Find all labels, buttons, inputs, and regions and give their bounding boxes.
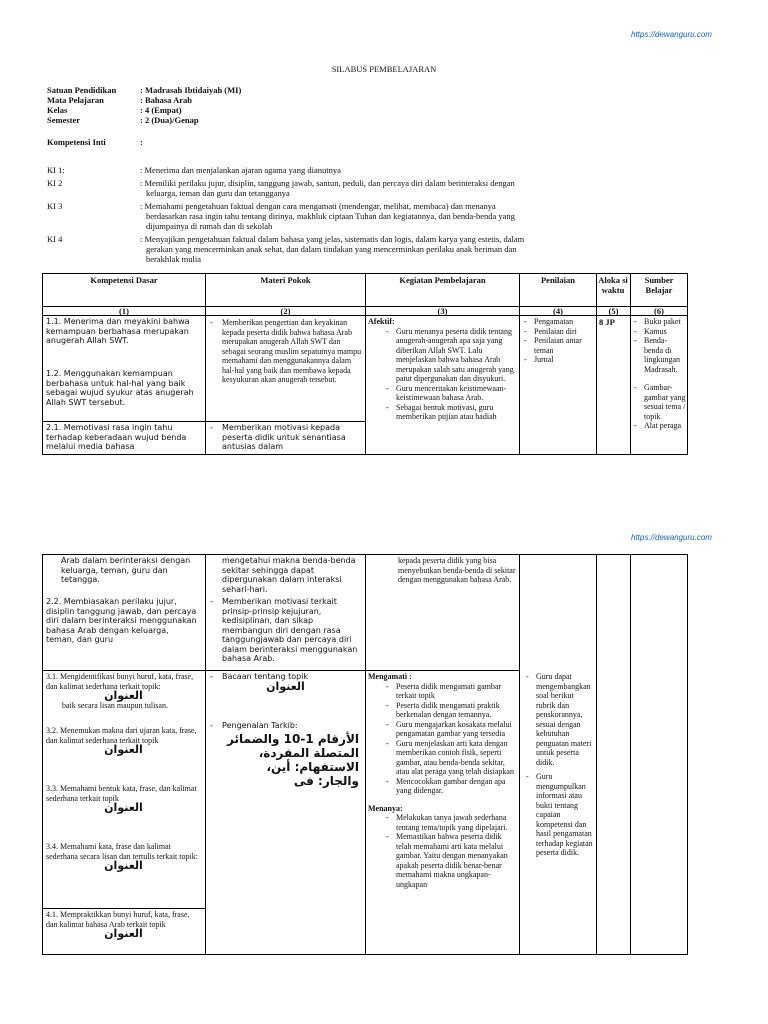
sumber-item: - Buku paket <box>632 317 686 327</box>
materi-item: - Bacaan tentang topik <box>208 672 363 682</box>
alokasi-waktu: 8 JP <box>599 317 615 327</box>
kegiatan-item: - Guru menanya peserta didik tentang anugerah-anugerah apa saja yang diberikan Allah SWT. Lalu menjelaskan bahwa bahasa Arab merupakan salah satu anugerah yang patut dipergunakan dan disyukuri. <box>384 327 517 384</box>
kd-text: 3.1. Mengidentifikasi bunyi huruf, kata, frase, dan kalimat sederhana terkait topik: <box>46 672 194 691</box>
meta-label: Satuan Pendidikan <box>47 85 117 95</box>
page-title: SILABUS PEMBELAJARAN <box>331 64 437 74</box>
kegiatan-item: - Memastikan bahwa peserta didik telah memahami arti kata melalui gambar. Yaitu dengan menanyakan apakah peserta didik benar-benar memahami makna ungkapan-ungkapan <box>384 832 517 889</box>
ki-text: : Memahami pengetahuan faktual dengan cara mengamati (mendengar, melihat, membaca) dan menanya <box>140 201 496 211</box>
ki-text: : Menyajikan pengetahuan faktual dalam bahasa yang jelas, sistematis dan logis, dalam karya yang estetis, dalam <box>140 234 525 244</box>
kd-text: baik secara lisan maupun tulisan. <box>62 700 168 710</box>
materi-5 <box>208 721 363 788</box>
kegiatan-2 <box>368 672 517 889</box>
penilaian-item: - Pengamatan <box>522 317 594 327</box>
ki-text-cont: berdasarkan rasa ingin tahu tentang dirinya, makhluk ciptaan Tuhan dan kegiatannya, dan benda-benda yang <box>146 211 515 221</box>
kegiatan-item: - Peserta didik mengamati gambar terkait topik <box>384 682 517 701</box>
site-url[interactable]: https://dewanguru.com <box>631 30 712 39</box>
kd-3-2 <box>46 726 201 755</box>
meta-value: : 2 (Dua)/Genap <box>140 115 199 125</box>
header-sumber: Sumber Belajar <box>644 275 674 295</box>
header-kompetensi-dasar: Kompetensi Dasar <box>90 275 158 285</box>
meta-value: : 4 (Empat) <box>140 105 182 115</box>
kd-1-1: 1.1. Menerima dan meyakini bahwa kemampuan berbahasa merupakan anugerah Allah SWT. <box>46 317 190 345</box>
col-num: (6) <box>654 306 664 316</box>
sumber-1 <box>632 317 686 431</box>
afektif-label: Afektif: <box>368 317 395 326</box>
materi-item: - Memberikan motivasi terkait prinsip-prinsip kejujuran, kedisiplinan, dan sikap membangun diri dengan rasa tanggungjawab dan percaya diri dalam berinteraksi menggunakan bahasa Arab. <box>208 597 363 664</box>
kegiatan-3-cont: kepada peserta didik yang bisa menyebutkan benda-benda di sekitar dengan menggunakan bahasa Arab. <box>398 556 516 584</box>
kegiatan-item: - Guru menceritakan keistimewaan- keistimewaan bahasa Arab. <box>384 384 517 403</box>
kd-1-2: 1.2. Menggunakan kemampuan berbahasa untuk hal-hal yang baik sebagai wujud syukur atas anugerah Allah SWT tersebut. <box>46 369 194 407</box>
meta-block <box>47 85 647 147</box>
ki-text-cont: berakhlak mulia <box>146 254 201 264</box>
ki-label: KI 4 <box>47 234 63 244</box>
mengamati-label: Mengamati : <box>368 672 412 681</box>
arabic-title: العنوان <box>266 679 305 693</box>
ki-label: KI 2 <box>47 178 63 188</box>
kd-text: 3.2. Menemukan makna dari ujaran kata, frase, dan kalimat sederhana terkait topik <box>46 726 197 745</box>
kd-3-3 <box>46 784 201 813</box>
arabic-title: العنوان <box>104 859 143 872</box>
penilaian-item: - Jurnal <box>522 355 594 365</box>
penilaian-2 <box>524 672 594 858</box>
kd-2-1-cont: Arab dalam berinteraksi dengan keluarga, teman, guru dan tetangga. <box>61 556 191 584</box>
materi-2-cont: mengetahui makna benda-benda sekitar sehingga dapat dipergunakan dalam interaksi sehari-hari. <box>222 556 356 594</box>
meta-label: Kelas <box>47 105 68 115</box>
materi-item: - Memberikan pengertian dan keyakinan kepada peserta didik bahwa bahasa Arab merupakan anugerah Allah SWT dan sebagai seorang muslim sepatutnya mampu memahami dan menggunakannya dalam hal-hal yang baik dan membawa kepada kesyukuran akan anugerah tersebut. <box>208 318 363 385</box>
ki-label: KI 1: <box>47 165 65 175</box>
ki-heading: Kompetensi Inti <box>47 137 106 147</box>
penilaian-item: - Penilaian diri <box>522 327 594 337</box>
penilaian-item: - Guru dapat mengembangkan soal berikut rubrik dan penskorannya, sesuai dengan kebutuhan penguatan materi untuk peserta didik. <box>524 672 594 767</box>
kd-2-2: 2.2. Membiasakan perilaku jujur, disiplin tanggung jawab, dan percaya diri dalam berinteraksi menggunakan bahasa Arab dengan keluarga, teman, dan guru <box>46 597 197 644</box>
ki-heading-colon: : <box>140 137 143 147</box>
kd-text: 3.4. Memahami kata, frase dan kalimat sederhana secara lisan dan tertulis terkait topik: <box>46 842 198 861</box>
ki-text: : Menerima dan menjalankan ajaran agama yang dianutnya <box>140 165 341 175</box>
col-num: (5) <box>608 306 619 316</box>
meta-value: : Madrasah Ibtidaiyah (MI) <box>140 85 242 95</box>
header-alokasi: Aloka si waktu <box>598 275 628 295</box>
materi-item: - Memberikan motivasi kepada peserta didik untuk senantiasa antusias dalam <box>208 423 363 452</box>
kegiatan-item: - Sebagai bentuk motivasi, guru memberikan pujian atau hadiah <box>384 403 517 422</box>
site-url[interactable]: https://dewanguru.com <box>631 533 712 542</box>
kegiatan-item: - Peserta didik mengamati praktik berkenalan dengan temannya. <box>384 701 517 720</box>
kegiatan-item: - Melakukan tanya jawab sederhana tentang tema/topik yang dipelajari. <box>384 813 517 832</box>
sumber-item: - Kamus <box>632 327 686 337</box>
ki-text-cont: dijumpainya di rumah dan di sekolah <box>146 221 273 231</box>
sumber-item: - Gambar-gambar yang sesuai tema / topik <box>632 383 686 421</box>
arabic-title: العنوان <box>104 927 143 940</box>
ki-block <box>47 165 707 264</box>
menanya-label: Menanya: <box>368 803 403 813</box>
materi-2 <box>208 423 363 453</box>
sumber-item: - Benda-benda di lingkungan Madrasah. <box>632 336 686 374</box>
penilaian-1 <box>522 317 594 365</box>
col-num: (2) <box>280 306 291 316</box>
penilaian-item: - Penilaian antar teman <box>522 336 594 355</box>
kd-text: 3.3. Memahami bentuk kata, frase, dan kalimat sederhana terkait topik <box>46 784 197 803</box>
meta-label: Mata Pelajaran <box>47 95 104 105</box>
col-num: (1) <box>119 306 129 316</box>
ki-text-cont: keluarga, teman dan guru dan tetangganya <box>146 188 290 198</box>
materi-3 <box>208 597 363 664</box>
kegiatan-item: - Guru menjelaskan arti kata dengan memberikan contoh fisik, seperti gambar, atau benda-benda sekitar, atau alat peraga yang telah disiapkan <box>384 739 517 777</box>
meta-label: Semester <box>47 115 81 125</box>
arabic-title: العنوان <box>104 801 143 814</box>
kd-4-1 <box>46 910 201 939</box>
col-num: (4) <box>553 306 563 316</box>
header-penilaian: Penilaian <box>540 275 575 285</box>
kd-2-1: 2.1. Memotivasi rasa ingin tahu terhadap keberadaan wujud benda melalui media bahasa <box>46 423 187 451</box>
meta-value: : Bahasa Arab <box>140 95 192 105</box>
materi-item: - Pengenalan Tarkib: <box>208 721 363 731</box>
materi-1 <box>208 318 363 385</box>
kegiatan-item: - Guru mengajarkan kosakata melalui pengamatan gambar yang tersedia <box>384 720 517 739</box>
arabic-title: العنوان <box>104 689 143 702</box>
col-num: (3) <box>437 306 448 316</box>
kegiatan-1 <box>368 317 517 422</box>
kd-3-1 <box>46 672 201 710</box>
arabic-title: العنوان <box>104 743 143 756</box>
kd-text: 4.1. Mempraktikkan bunyi huruf, kata, frase, dan kalimat bahasa Arab terkait topik <box>46 910 190 929</box>
header-kegiatan: Kegiatan Pembelajaran <box>399 275 486 285</box>
kd-3-4 <box>46 842 201 871</box>
ki-text: : Memiliki perilaku jujur, disiplin, tanggung jawab, santun, peduli, dan percaya diri dalam berinteraksi dengan <box>140 178 515 188</box>
penilaian-item: - Guru mengumpulkan informasi atau bukti tentang capaian kompetensi dan hasil pengamatan terhadap kegiatan peserta didik. <box>524 772 594 858</box>
ki-label: KI 3 <box>47 201 63 211</box>
ki-text-cont: gerakan yang mencerminkan anak sehat, dan dalam tindakan yang mencerminkan perilaku anak beriman dan <box>146 244 517 254</box>
tarkib-arabic: الأرقام 1-10 والضمائر المتصلة المفردة، الاستفهام: أين، والجار: فى <box>227 731 359 788</box>
kegiatan-item: - Mencocokkan gambar dengan apa yang didengar. <box>384 777 517 796</box>
materi-4 <box>208 672 363 691</box>
sumber-item: - Alat peraga <box>632 421 686 431</box>
header-materi-pokok: Materi Pokok <box>260 275 311 285</box>
